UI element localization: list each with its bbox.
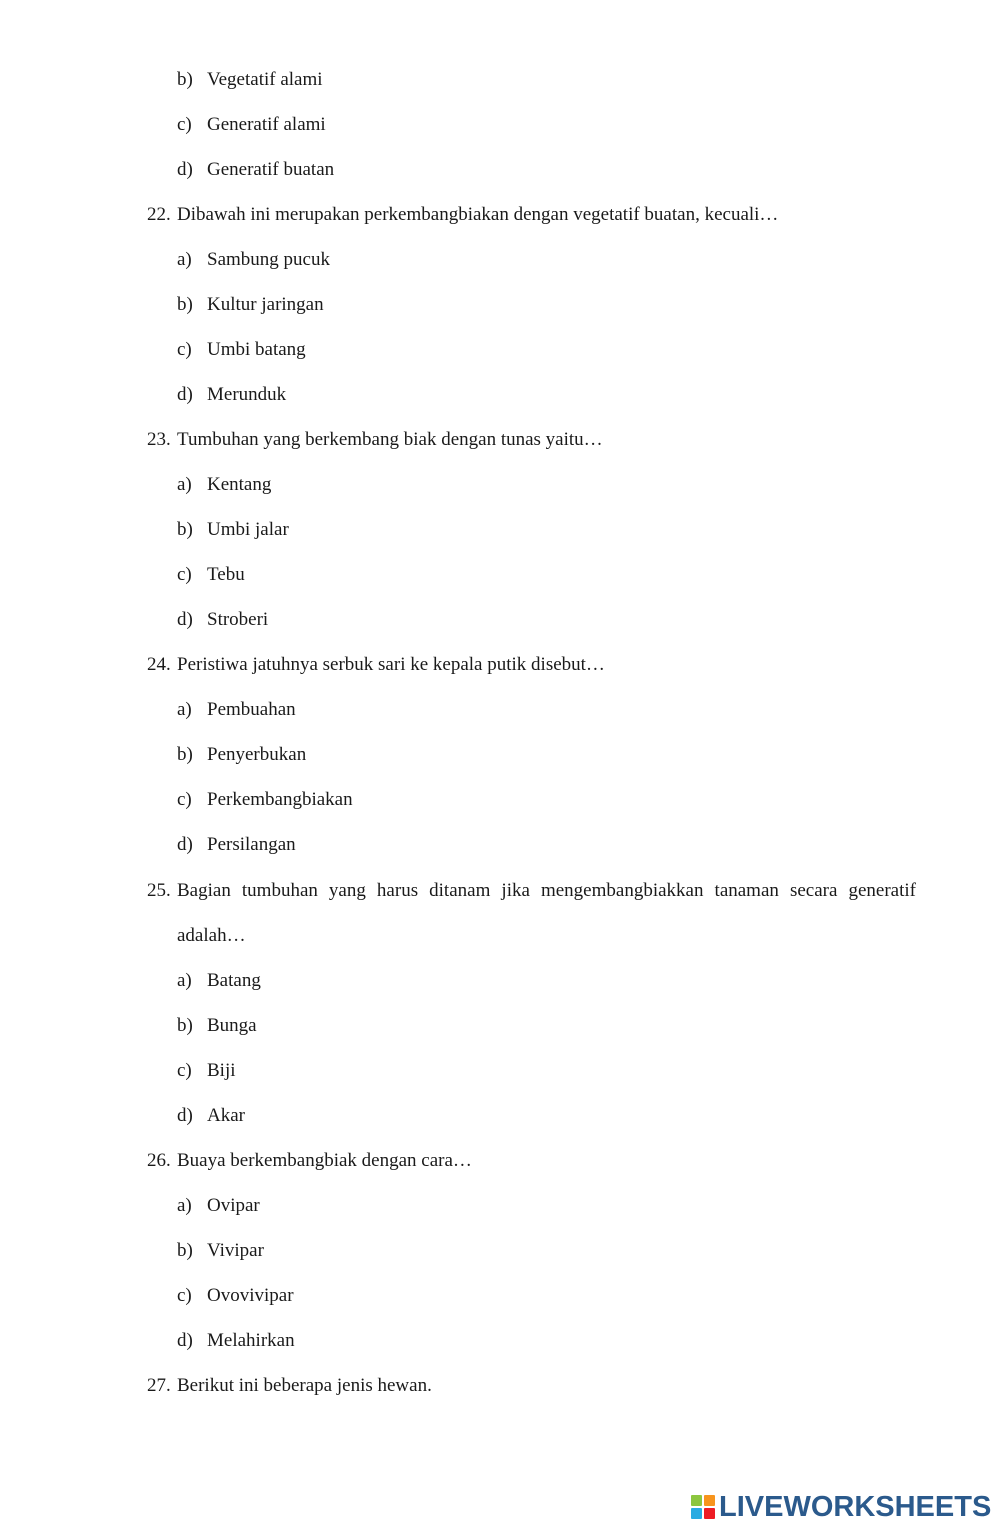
option-text: Biji [207,1060,236,1081]
question-number: 23. [147,429,171,450]
option-letter: b) [177,744,193,765]
option-text: Merunduk [207,384,287,405]
option-letter: a) [177,970,192,991]
option-letter: b) [177,519,193,540]
question-text: Dibawah ini merupakan perkembangbiakan dengan vegetatif buatan, kecuali… [177,204,779,225]
option-text: Akar [207,1105,245,1126]
option-letter: a) [177,474,192,495]
option-letter: c) [177,1285,192,1306]
option-text: Vivipar [207,1240,264,1261]
option-text: Bunga [207,1015,257,1036]
option-text: Umbi jalar [207,519,289,540]
question-text: Tumbuhan yang berkembang biak dengan tunas yaitu… [177,429,603,450]
question-number: 26. [147,1150,171,1171]
question-text: Peristiwa jatuhnya serbuk sari ke kepala putik disebut… [177,654,605,675]
option-text: Kentang [207,474,272,495]
option-letter: d) [177,609,193,630]
option-text: Kultur jaringan [207,294,324,315]
option-text: Penyerbukan [207,744,307,765]
logo-block-blue [691,1508,702,1519]
option-text: Ovovivipar [207,1285,294,1306]
option-text: Batang [207,970,261,991]
question-number: 25. [147,880,171,901]
question-text-line-2: adalah… [177,925,246,946]
logo-block-red [704,1508,715,1519]
option-text: Vegetatif alami [207,69,323,90]
question-number: 22. [147,204,171,225]
liveworksheets-logo[interactable] [691,1491,991,1523]
option-text: Generatif buatan [207,159,335,180]
option-letter: a) [177,699,192,720]
option-letter: c) [177,1060,192,1081]
option-letter: b) [177,1240,193,1261]
option-letter: c) [177,789,192,810]
question-number: 27. [147,1375,171,1396]
liveworksheets-logo-icon [691,1495,715,1519]
option-text: Umbi batang [207,339,306,360]
option-letter: d) [177,1330,193,1351]
question-text: Buaya berkembangbiak dengan cara… [177,1150,472,1171]
option-text: Ovipar [207,1195,260,1216]
option-letter: b) [177,69,193,90]
option-text: Melahirkan [207,1330,295,1351]
logo-text: LIVEWORKSHEETS [719,1490,992,1523]
option-letter: c) [177,339,192,360]
option-letter: d) [177,1105,193,1126]
option-letter: d) [177,159,193,180]
option-letter: c) [177,564,192,585]
option-letter: b) [177,1015,193,1036]
question-text-line-1: Bagian tumbuhan yang harus ditanam jika mengembangbiakkan tanaman secara generatif [177,880,916,901]
option-text: Persilangan [207,834,296,855]
logo-block-orange [704,1495,715,1506]
option-letter: d) [177,834,193,855]
option-text: Generatif alami [207,114,326,135]
option-text: Sambung pucuk [207,249,330,270]
option-text: Perkembangbiakan [207,789,353,810]
option-letter: a) [177,249,192,270]
question-number: 24. [147,654,171,675]
option-letter: d) [177,384,193,405]
question-text: Berikut ini beberapa jenis hewan. [177,1375,432,1396]
option-text: Pembuahan [207,699,296,720]
option-text: Stroberi [207,609,269,630]
option-letter: a) [177,1195,192,1216]
logo-block-green [691,1495,702,1506]
option-letter: c) [177,114,192,135]
option-text: Tebu [207,564,245,585]
option-letter: b) [177,294,193,315]
